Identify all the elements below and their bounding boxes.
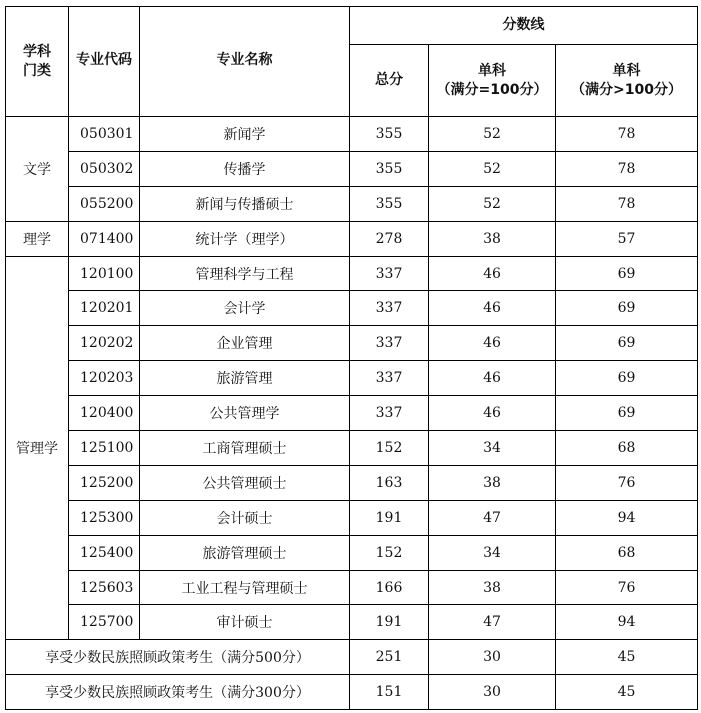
single-100-cell: 52	[429, 186, 556, 221]
total-cell: 251	[350, 640, 429, 675]
code-cell: 120400	[69, 396, 140, 431]
header-single-100-line2: （满分=100分）	[436, 81, 548, 98]
total-cell: 152	[350, 431, 429, 466]
total-cell: 355	[350, 151, 429, 186]
code-cell: 125300	[69, 500, 140, 535]
single-over100-cell: 69	[556, 291, 698, 326]
name-cell: 公共管理硕士	[140, 465, 350, 500]
code-cell: 120201	[69, 291, 140, 326]
code-cell: 050301	[69, 117, 140, 152]
name-cell: 管理科学与工程	[140, 256, 350, 291]
single-100-cell: 38	[429, 465, 556, 500]
table-row	[6, 186, 698, 221]
table-row-footer	[6, 640, 698, 675]
score-table	[5, 6, 698, 710]
header-category-line2: 门类	[23, 62, 51, 79]
code-cell: 125100	[69, 431, 140, 466]
name-cell: 公共管理学	[140, 396, 350, 431]
header-name: 专业名称	[140, 7, 350, 117]
single-100-cell: 52	[429, 117, 556, 152]
single-100-cell: 47	[429, 500, 556, 535]
single-100-cell: 34	[429, 535, 556, 570]
total-cell: 337	[350, 396, 429, 431]
code-cell: 125400	[69, 535, 140, 570]
header-scoreline: 分数线	[350, 7, 698, 45]
code-cell: 125200	[69, 465, 140, 500]
code-cell: 050302	[69, 151, 140, 186]
table-row	[6, 396, 698, 431]
single-100-cell: 34	[429, 431, 556, 466]
single-100-cell: 47	[429, 605, 556, 640]
header-category-line1: 学科	[23, 43, 51, 60]
table-row	[6, 361, 698, 396]
header-category	[6, 7, 69, 117]
single-100-cell: 46	[429, 326, 556, 361]
single-100-cell: 38	[429, 221, 556, 256]
name-cell: 工业工程与管理硕士	[140, 570, 350, 605]
total-cell: 355	[350, 186, 429, 221]
single-over100-cell: 45	[556, 675, 698, 710]
code-cell: 055200	[69, 186, 140, 221]
table-row	[6, 570, 698, 605]
total-cell: 337	[350, 361, 429, 396]
code-cell: 125700	[69, 605, 140, 640]
header-single-over100-line1: 单科	[612, 62, 641, 79]
single-100-cell: 46	[429, 256, 556, 291]
table-row	[6, 465, 698, 500]
code-cell: 120100	[69, 256, 140, 291]
code-cell: 125603	[69, 570, 140, 605]
name-cell: 会计硕士	[140, 500, 350, 535]
total-cell: 191	[350, 500, 429, 535]
single-100-cell: 30	[429, 640, 556, 675]
single-over100-cell: 78	[556, 117, 698, 152]
single-over100-cell: 57	[556, 221, 698, 256]
table-row	[6, 605, 698, 640]
single-100-cell: 46	[429, 396, 556, 431]
header-single-over100	[556, 45, 698, 117]
name-cell: 新闻与传播硕士	[140, 186, 350, 221]
total-cell: 166	[350, 570, 429, 605]
single-100-cell: 46	[429, 361, 556, 396]
table-row-footer	[6, 675, 698, 710]
single-over100-cell: 68	[556, 431, 698, 466]
name-cell: 传播学	[140, 151, 350, 186]
header-single-over100-line2: （满分>100分）	[571, 81, 682, 98]
single-over100-cell: 78	[556, 186, 698, 221]
name-cell: 旅游管理	[140, 361, 350, 396]
header-single-100-line1: 单科	[478, 62, 506, 79]
single-over100-cell: 69	[556, 361, 698, 396]
name-cell: 会计学	[140, 291, 350, 326]
single-100-cell: 38	[429, 570, 556, 605]
single-over100-cell: 94	[556, 500, 698, 535]
name-cell: 企业管理	[140, 326, 350, 361]
total-cell: 355	[350, 117, 429, 152]
single-over100-cell: 76	[556, 465, 698, 500]
category-cell: 管理学	[6, 256, 69, 640]
name-cell: 审计硕士	[140, 605, 350, 640]
total-cell: 152	[350, 535, 429, 570]
name-cell: 新闻学	[140, 117, 350, 152]
single-100-cell: 30	[429, 675, 556, 710]
total-cell: 163	[350, 465, 429, 500]
category-cell: 理学	[6, 221, 69, 256]
single-over100-cell: 69	[556, 326, 698, 361]
name-cell: 旅游管理硕士	[140, 535, 350, 570]
table-row	[6, 500, 698, 535]
table-row	[6, 221, 698, 256]
header-single-100	[429, 45, 556, 117]
total-cell: 151	[350, 675, 429, 710]
single-over100-cell: 94	[556, 605, 698, 640]
code-cell: 120203	[69, 361, 140, 396]
table-row	[6, 117, 698, 152]
table-row	[6, 291, 698, 326]
table-row	[6, 256, 698, 291]
single-over100-cell: 78	[556, 151, 698, 186]
name-cell: 统计学（理学）	[140, 221, 350, 256]
code-cell: 120202	[69, 326, 140, 361]
table-row	[6, 431, 698, 466]
total-cell: 337	[350, 256, 429, 291]
table-row	[6, 151, 698, 186]
name-cell: 工商管理硕士	[140, 431, 350, 466]
footer-label-cell: 享受少数民族照顾政策考生（满分500分）	[6, 640, 350, 675]
single-100-cell: 46	[429, 291, 556, 326]
footer-label-cell: 享受少数民族照顾政策考生（满分300分）	[6, 675, 350, 710]
single-over100-cell: 69	[556, 256, 698, 291]
table-row	[6, 326, 698, 361]
single-over100-cell: 68	[556, 535, 698, 570]
code-cell: 071400	[69, 221, 140, 256]
single-over100-cell: 45	[556, 640, 698, 675]
table-body	[6, 117, 698, 710]
total-cell: 191	[350, 605, 429, 640]
header-code: 专业代码	[69, 7, 140, 117]
total-cell: 337	[350, 326, 429, 361]
table-row	[6, 535, 698, 570]
single-over100-cell: 69	[556, 396, 698, 431]
total-cell: 278	[350, 221, 429, 256]
total-cell: 337	[350, 291, 429, 326]
single-100-cell: 52	[429, 151, 556, 186]
category-cell: 文学	[6, 117, 69, 222]
single-over100-cell: 76	[556, 570, 698, 605]
header-total: 总分	[350, 45, 429, 117]
